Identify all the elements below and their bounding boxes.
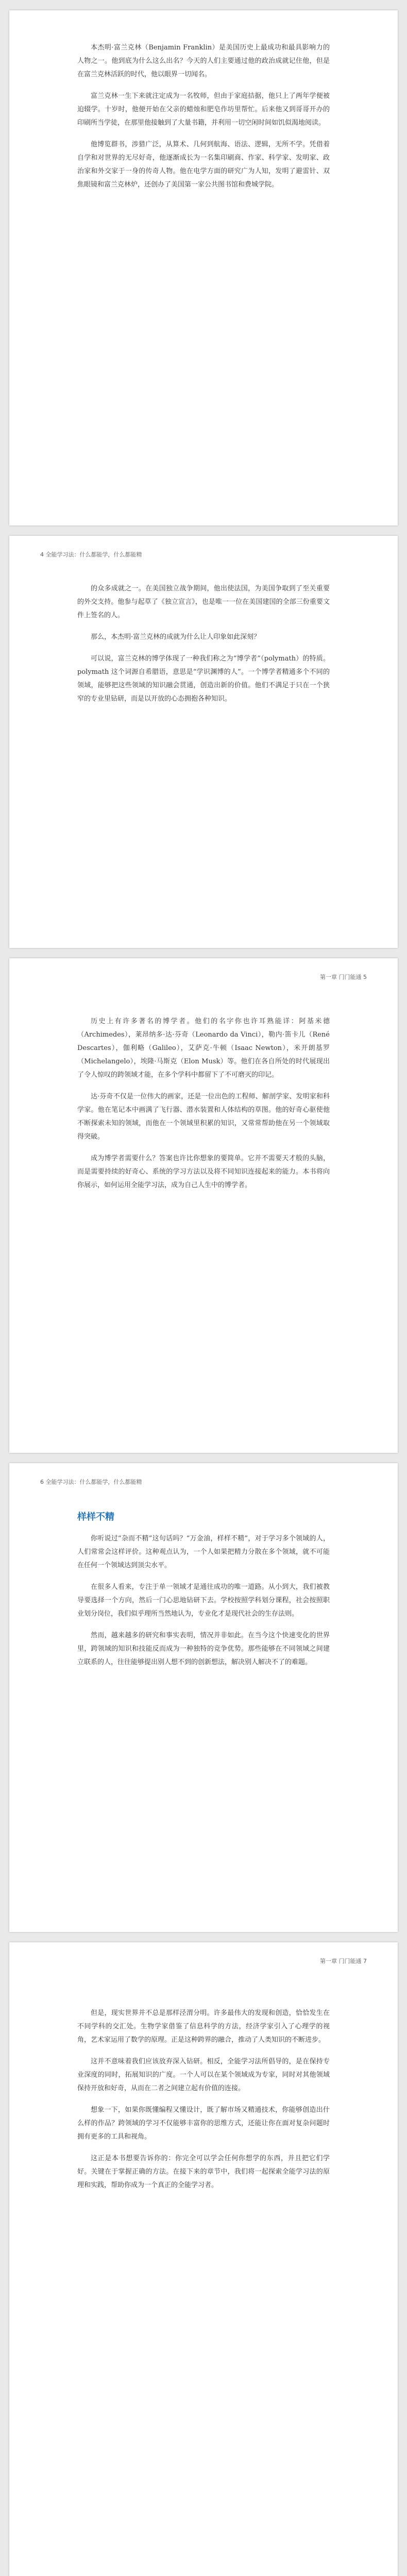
page-body	[77, 1510, 330, 1677]
paragraph: 可以说，富兰克林的博学体现了一种我们称之为“博学者”（polymath）的特质。polymath 这个词源自希腊语，意思是“学识渊博的人”。一个博学者精通多个不同的领域，能够把这些领域的知识融会贯通，创造出新的价值。他们不满足于只在一个狭窄的专业里钻研，而是以开放的心态拥抱各种知识。	[77, 655, 330, 703]
paragraph: 然而，越来越多的研究和事实表明，情况并非如此。在当今这个快速变化的世界里，跨领域的知识和技能反而成为一种独特的竞争优势。那些能够在不同领域之间建立联系的人，往往能够提出别人想不到的创新想法，解决别人解决不了的难题。	[77, 1632, 330, 1666]
book-page-2	[9, 536, 398, 948]
page-body	[77, 41, 330, 200]
paragraph: 本杰明·富兰克林（Benjamin Franklin）是美国历史上最成功和最具影响力的人物之一。他到底为什么这么出名？今天的人们主要通过他的政治成就记住他，但是在富兰克林活跃的时代，他以眼界一切闻名。	[77, 44, 330, 78]
paragraph: 的众多成就之一。在美国独立战争期间，他出使法国，为美国争取到了至关重要的外交支持。他参与起草了《独立宣言》，也是唯一一位在美国建国的全部三份重要文件上签名的人。	[77, 585, 330, 619]
book-page-4	[9, 1463, 398, 1932]
paragraph: 这并不意味着我们应该放弃深入钻研。相反，全能学习法所倡导的，是在保持专业深度的同时，拓展知识的广度。一个人可以在某个领域成为专家，同时对其他领域保持开放和好奇，从而在二者之间建立起有价值的连接。	[77, 2058, 330, 2092]
page-body	[77, 2007, 330, 2200]
page-body	[77, 582, 330, 714]
paragraph: 那么，本杰明·富兰克林的成就为什么让人印象如此深刻？	[91, 633, 261, 641]
page-body	[77, 1015, 330, 1200]
paragraph: 富兰克林一生下来就注定成为一名牧师，但由于家庭拮据，他只上了两年学便被迫辍学。十岁时，他便开始在父亲的蜡烛和肥皂作坊里帮忙。后来他又到哥哥开办的印刷所当学徒，在那里他接触到了大量书籍，并利用一切空闲时间如饥似渴地阅读。	[77, 92, 330, 127]
book-page-1	[9, 10, 398, 526]
paragraph: 成为博学者需要什么？答案也许比你想象的要简单。它并不需要天才般的头脑，而是需要持续的好奇心、系统的学习方法以及将不同知识连接起来的能力。本书将向你展示，如何运用全能学习法，成为自己人生中的博学者。	[77, 1155, 330, 1189]
paragraph: 在很多人看来，专注于单一领域才是通往成功的唯一道路。从小到大，我们被教导要选择一个方向，然后一门心思地钻研下去。学校按照学科划分课程，社会按照职业划分岗位，我们似乎理所当然地认为，专业化才是现代社会的生存法则。	[77, 1583, 330, 1618]
book-page-3	[9, 958, 398, 1453]
paragraph: 他博览群书，涉猎广泛，从算术、几何到航海、语法、逻辑，无所不学。凭借着自学和对世界的无尽好奇，他逐渐成长为一名集印刷商、作家、科学家、发明家、政治家和外交家于一身的传奇人物。他在电学方面的研究广为人知，发明了避雷针、双焦眼镜和富兰克林炉，还创办了美国第一家公共图书馆和费城学院。	[77, 141, 330, 189]
paragraph: 达·芬奇不仅是一位伟大的画家，还是一位出色的工程师、解剖学家、发明家和科学家。他在笔记本中画满了飞行器、潜水装置和人体结构的草图。他的好奇心驱使他不断探索未知的领域，而他在一个领域里积累的知识，又常常帮助他在另一个领域取得突破。	[77, 1093, 330, 1141]
paragraph: 但是，现实世界并不总是那样泾渭分明。许多最伟大的发现和创造，恰恰发生在不同学科的交汇处。生物学家借鉴了信息科学的方法，经济学家引入了心理学的视角，艺术家运用了数学的原理。正是这种跨界的融合，推动了人类知识的不断进步。	[77, 2009, 330, 2044]
running-head: 6 全能学习法：什么都能学，什么都能精	[40, 1479, 142, 1485]
running-head: 4 全能学习法：什么都能学，什么都能精	[40, 551, 142, 558]
paragraph: 这正是本书想要告诉你的：你完全可以学会任何你想学的东西，并且把它们学好。关键在于掌握正确的方法。在接下来的章节中，我们将一起探索全能学习法的原理和实践，帮助你成为一个真正的全能学习者。	[77, 2155, 330, 2189]
paragraph: 历史上有许多著名的博学者。他们的名字你也许耳熟能详：阿基米德（Archimedes），莱昂纳多·达·芬奇（Leonardo da Vinci），勒内·笛卡儿（René Descartes），伽利略（Galileo），艾萨克·牛顿（Isaac Newton），米开朗基罗（Michelangelo），埃隆·马斯克（Elon Musk）等。他们在各自所处的时代展现出了令人惊叹的跨领域才能，在多个学科中都留下了不可磨灭的印记。	[77, 1018, 330, 1079]
paragraph: 你听说过“杂而不精”这句话吗？“万金油，样样不精”，对于学习多个领域的人，人们常常会这样评价。这种观点认为，一个人如果把精力分散在多个领域，就不可能在任何一个领域达到顶尖水平。	[77, 1535, 330, 1569]
book-page-5	[9, 1942, 398, 2576]
running-head: 第一章 门门能通 7	[320, 1958, 367, 1964]
section-title: 样样不精	[77, 1512, 114, 1522]
paragraph: 想象一下，如果你既懂编程又懂设计，既了解市场又精通技术，你能够创造出什么样的作品？跨领域的学习不仅能够丰富你的思维方式，还能让你在面对复杂问题时拥有更多的工具和视角。	[77, 2106, 330, 2141]
running-head: 第一章 门门能通 5	[320, 974, 367, 980]
